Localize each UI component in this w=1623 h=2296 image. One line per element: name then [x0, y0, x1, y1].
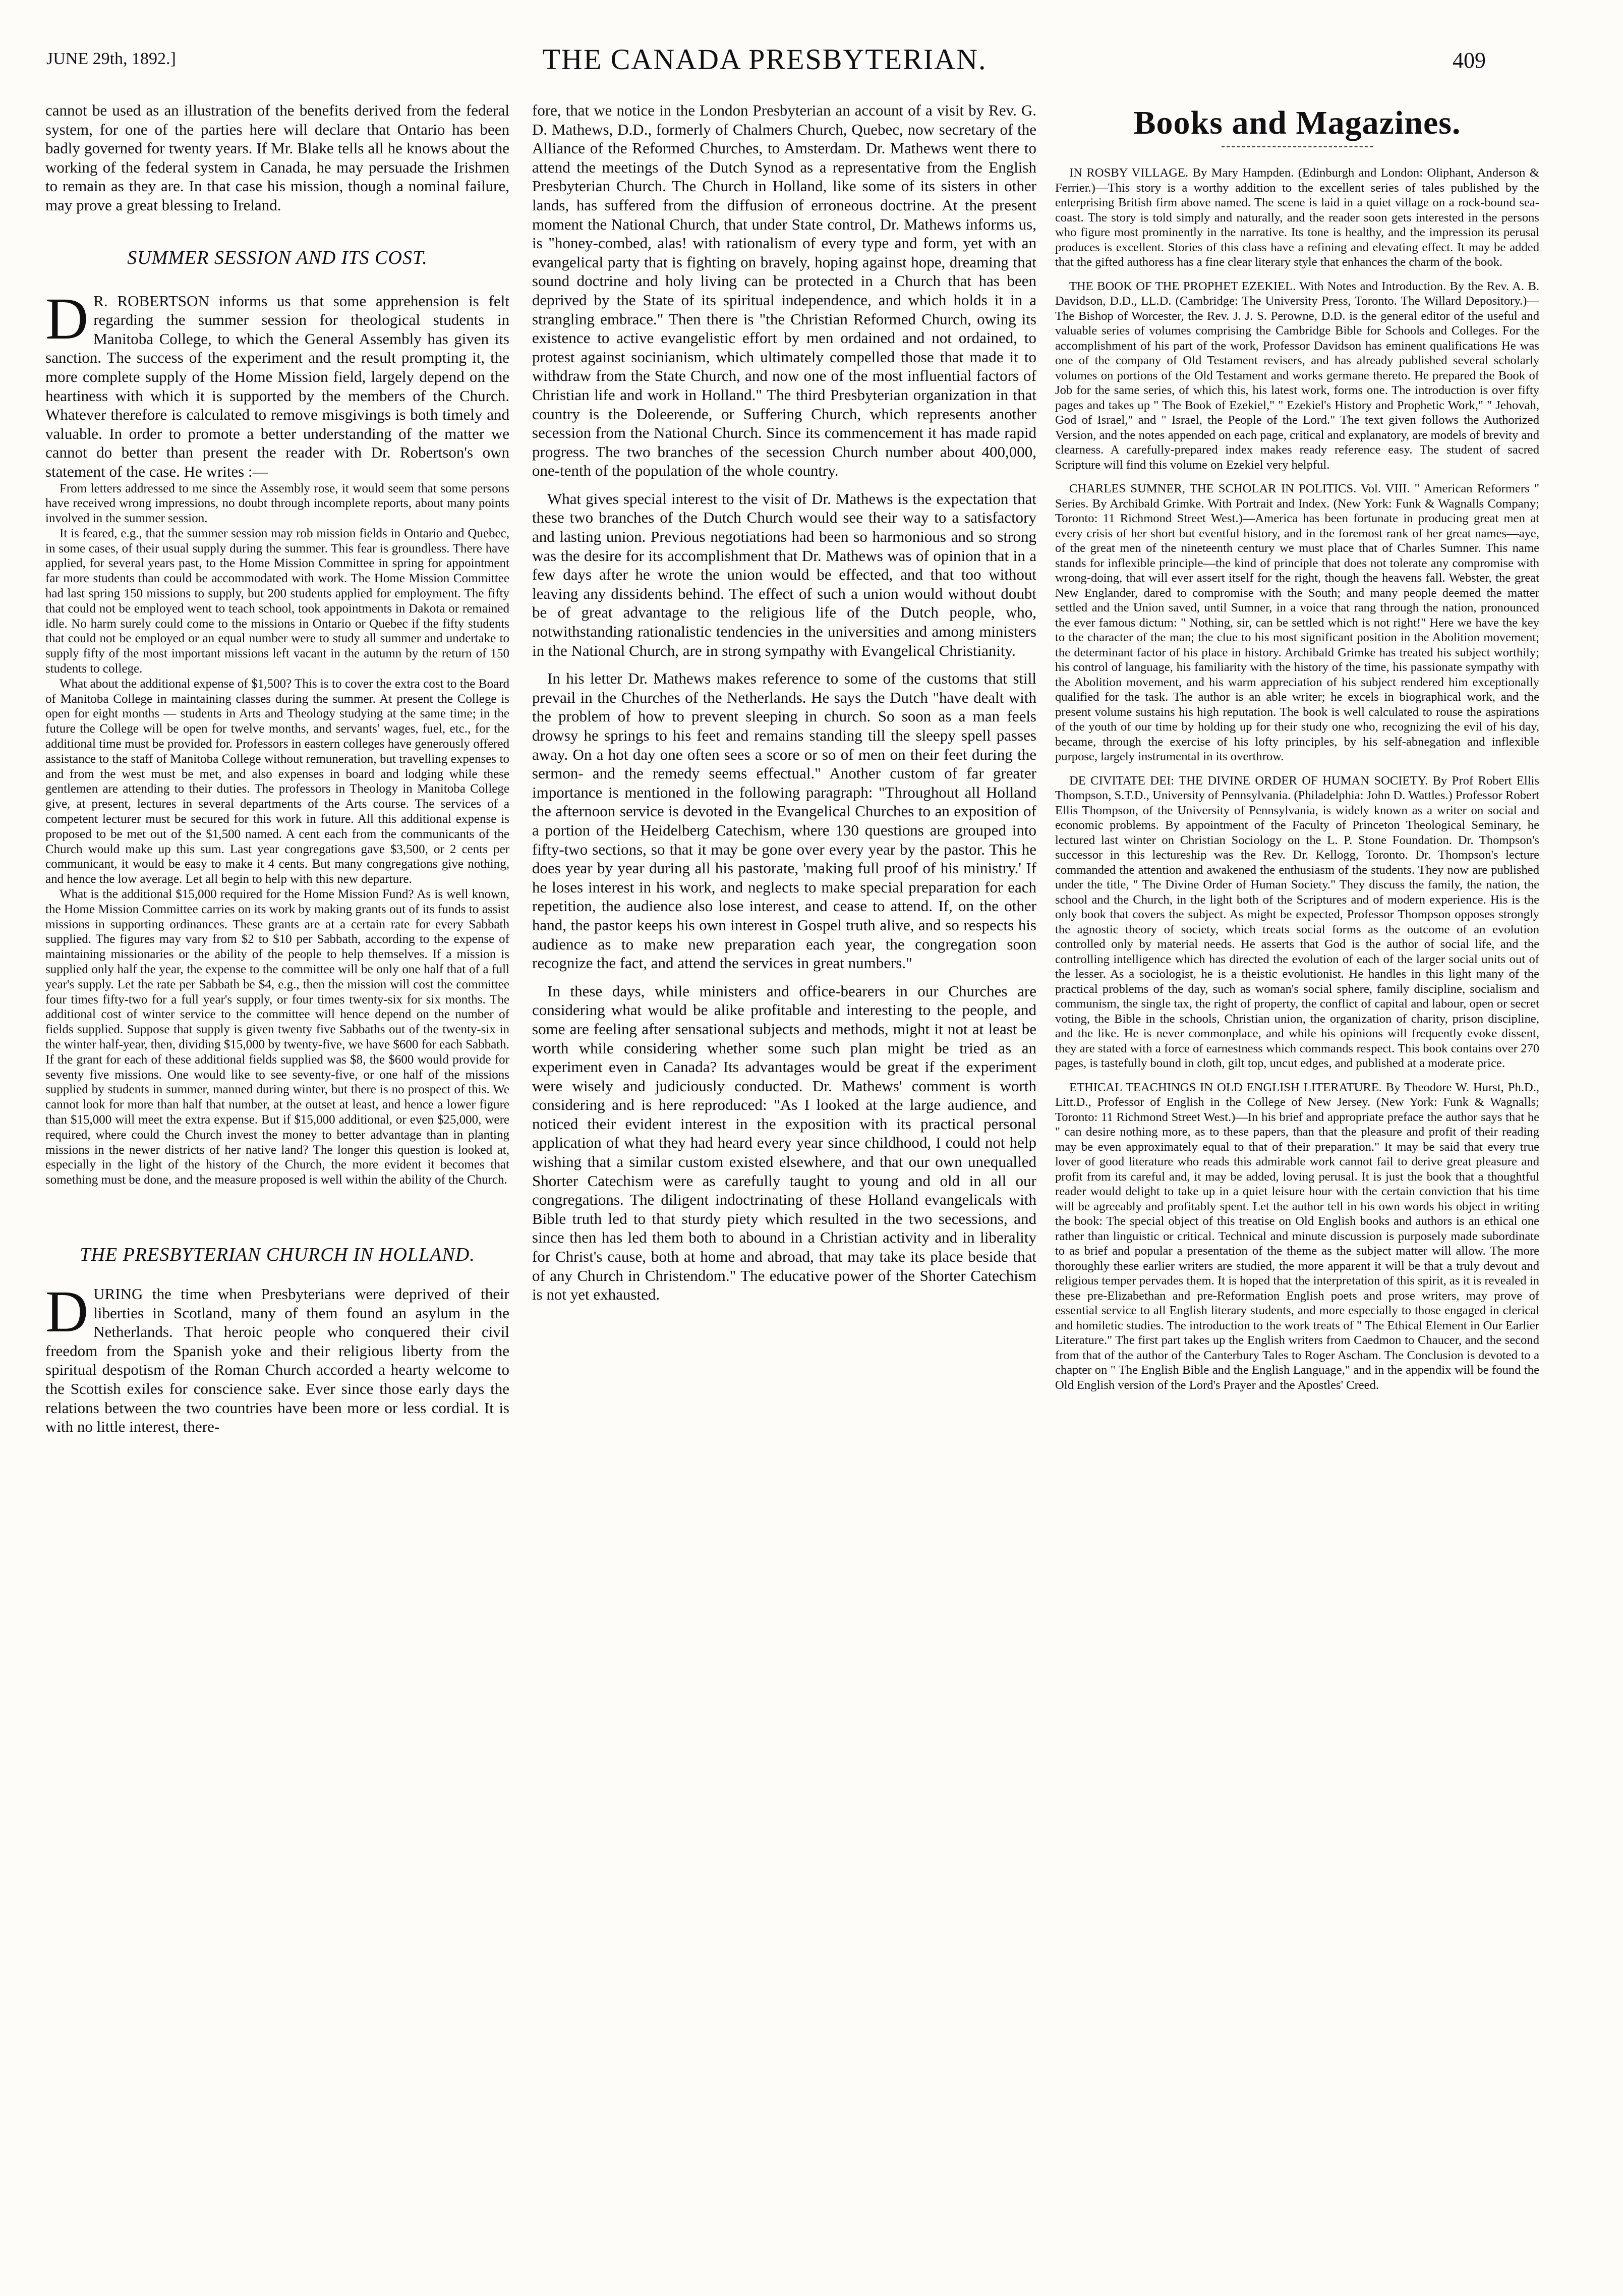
page-number: 409: [1453, 48, 1486, 73]
body-paragraph: In these days, while ministers and office-bearers in our Churches are considering what would be alike profitable and interesting to the people, and some are feeling after sensational subjects and methods, might it not at least be worth while considering whether some such plan might be tried as an experiment even in Canada? Its advantages would be great if the experiment were wisely and judiciously conducted. Dr. Mathews' comment is worth considering and is here reproduced: "As I looked at the large audience, and noticed their evident interest in the exposition with its practical personal application of what they had heard every year since childhood, I could not help wishing that a similar custom existed elsewhere, and that our own unequalled Shorter Catechism were as carefully taught to young and old in all our congregations. The diligent indoctrinating of these Holland evangelicals with Bible truth led to that sturdy piety which resulted in the two secessions, and since then has led them both to abound in a Christian activity and in liberality for Christ's cause, both at home and abroad, that may take its place beside that of any Church in Christendom." The educative power of the Shorter Catechism is not yet exhausted.: [532, 982, 1036, 1304]
book-review: IN ROSBY VILLAGE. By Mary Hampden. (Edinburgh and London: Oliphant, Anderson & Ferrier.)—This story is a worthy addition to the excellent series of tales published by the enterprising British firm above named. The scene is laid in a quiet village on a rock-bound sea-coast. The story is told simply and naturally, and the reader soon gets interested in the persons who figure most prominently in the narrative. Its tone is healthy, and the impression its perusal produces is excellent. Stories of this class have a refining and elevating effect. It may be added that the gifted authoress has a fine clear literary style that enhances the charm of the book.: [1055, 166, 1539, 269]
continued-paragraph: cannot be used as an illustration of the benefits derived from the federal system, for one of the parties here will declare that Ontario has been badly governed for twenty years. If Mr. Blake tells all he knows about the working of the federal system in Canada, he may persuade the Irishmen to remain as they are. In that case his mission, though a nominal failure, may prove a great blessing to Ireland.: [45, 101, 509, 214]
article-lead-paragraph: D R. ROBERTSON informs us that some apprehension is felt regarding the summer session for theological students in Manitoba College, to which the General Assembly has given its sanction. The success of the experiment and the result prompting it, the more complete supply of the Home Mission field, largely depend on the heartiness with which it is supported by the members of the Church. Whatever therefore is calculated to remove misgivings is both timely and valuable. In order to promote a better understanding of the matter we cannot do better than present the reader with Dr. Robertson's own statement of the case. He writes :—: [45, 285, 509, 480]
book-review: CHARLES SUMNER, THE SCHOLAR IN POLITICS. Vol. VIII. " American Reformers " Series. By Archibald Grimke. With Portrait and Index. (New York: Funk & Wagnalls Company; Toronto: 11 Richmond Street West.)—America has been fortunate in producing great men at every crisis of her short but eventful history, and in the foremost rank of her great names—aye, of the great men of the nineteenth century we must place that of Charles Sumner. This name stands for inflexible principle—the kind of principle that does not tolerate any compromise with wrong-doing, that will ever assert itself for the right, though the heavens fall. Webster, the great New Englander, dared to compromise with the South; and many people deemed the matter settled and the Union saved, until Sumner, in a voice that rang through the nation, pronounced the ever famous dictum: " Nothing, sir, can be settled which is not right!" Here we have the key to the character of the man; the clue to his most significant position in the Abolition movement; the determinant factor of his place in history. Archibald Grimke has treated his subject worthily; his control of language, his familiarity with the history of the time, his passionate sympathy with the Abolition movement, and his warm appreciation of his subject rendered him exceptionally qualified for the task. The author is an able writer; he excels in biographical work, and the present volume sustains his high reputation. The book is well calculated to rouse the aspirations of the youth of our time by holding up for their study one who, recognizing the evil of his day, became, through the exercise of his lofty principles, by his self-abnegation and inflexible purpose, largely instrumental in its overthrow.: [1055, 482, 1539, 763]
book-review: DE CIVITATE DEI: THE DIVINE ORDER OF HUMAN SOCIETY. By Prof Robert Ellis Thompson, S.T.D., University of Pennsylvania. (Philadelphia: John D. Wattles.) Professor Robert Ellis Thompson, of the University of Pennsylvania, is widely known as a writer on social and economic problems. By appointment of the Faculty of Princeton Theological Seminary, he lectured last winter on Christian Sociology on the L. P. Stone Foundation. Dr. Thompson's successor in this lectureship was the Rev. Dr. Kellogg, Toronto. Dr. Thompson's lecture commanded the attention and awakened the enthusiasm of the students. They now are published under the title, " The Divine Order of Human Society." They discuss the family, the nation, the school and the Church, in the light both of the Scriptures and of modern experience. His is the only book that covers the subject. As might be expected, Professor Thompson opposes strongly the agnostic theory of society, which treats social forms as the outcome of an evolution controlled only by material needs. He asserts that God is the author of social life, and the controlling intelligence which has directed the evolution of each of the larger social units out of the lesser. As a sociologist, he is a theistic evolutionist. He handles in this light many of the practical problems of the day, such as woman's social sphere, family discipline, socialism and communism, the single tax, the right of property, the conflict of capital and labour, open or secret voting, the Bible in the schools, Christian union, the organization of charity, prison discipline, and the like. He is never commonplace, and while his opinions will frequently evoke dissent, they are stated with a force of earnestness which commands respect. This book contains over 270 pages, is tastefully bound in cloth, gilt top, uncut edges, and published at a moderate price.: [1055, 773, 1539, 1070]
body-paragraph: In his letter Dr. Mathews makes reference to some of the customs that still prevail in the Churches of the Netherlands. He says the Dutch "have dealt with the problem of how to prevent sleeping in church. So soon as a man feels drowsy he springs to his feet and remains standing till the sleepy spell passes away. On a hot day one often sees a score or so of men on their feet during the sermon- and the remedy seems effectual." Another custom of far greater importance is mentioned in the following paragraph: "Throughout all Holland the afternoon service is devoted in the Evangelical Churches to an exposition of a portion of the Heidelberg Catechism, where 130 questions are grouped into fifty-two sections, so that it may be gone over every year by the pastor. This he does year by year during all his pastorate, 'making full proof of his ministry.' If he loses interest in his work, and neglects to make special preparation for each repetition, the audience also lose interest, and cease to attend. If, on the other hand, the pastor keeps his own interest in Gospel truth alive, and so respects his audience as to make new preparation each year, the congregation soon recognize the fact, and attend the services in great numbers.": [532, 669, 1036, 972]
page-header: [43, 42, 1486, 82]
quoted-paragraph: It is feared, e.g., that the summer session may rob mission fields in Ontario and Quebec, in some cases, of their usual supply during the summer. This fear is groundless. There have applied, for several years past, to the Home Mission Committee in spring for appointment far more students than could be accommodated with work. The Home Mission Committee had last spring 150 missions to supply, but 200 students applied for employment. The fifty that could not be employed went to teach school, took appointments in Dakota or remained idle. No harm surely could come to the missions in Ontario or Quebec if the fifty students that could not be employed or an equal number were to study all summer and undertake to supply fifty of the most important missions left vacant in the autumn by the return of 150 students to college.: [45, 526, 509, 676]
quoted-paragraph: What about the additional expense of $1,500? This is to cover the extra cost to the Board of Manitoba College in maintaining classes during the summer. At present the College is open for eight months — students in Arts and Theology studying at the same time; in the future the College will be open for twelve months, and servants' wages, fuel, etc., for the additional time must be provided for. Professors in eastern colleges have generously offered assistance to the staff of Manitoba College without remuneration, but travelling expenses to and from the west must be met, and also expenses in board and lodging while these gentlemen are attending to their duties. The professors in Theology in Manitoba College give, at present, lectures in several departments of the Arts course. The services of a competent lecturer must be secured for this work in future. All this additional expense is proposed to be met out of the $1,500 named. A cent each from the communicants of the Church would make up this sum. Last year congregations gave $3,500, or 2 cents per communicant, it would be easy to make it 4 cents. But many congregations give nothing, and hence the low average. Let all begin to help with this new departure.: [45, 677, 509, 886]
book-review: ETHICAL TEACHINGS IN OLD ENGLISH LITERATURE. By Theodore W. Hurst, Ph.D., Litt.D., Professor of English in the College of New Jersey. (New York: Funk & Wagnalls; Toronto: 11 Richmond Street West.)—In his brief and appropriate preface the author says that he " can desire nothing more, as to these papers, than that the pleasure and profit of their reading may be even approximately equal to that of their preparation." It may be said that every true lover of good literature who reads this admirable work cannot fail to derive great pleasure and profit from its careful and, it may be added, loving perusal. It is just the book that a thoughtful reader would delight to take up in a quiet leisure hour with the certain conviction that his time will be agreeably and profitably spent. Let the author tell in his own words his object in writing the book: The special object of this treatise on Old English books and authors is an ethical one rather than linguistic or critical. Technical and minute discussion is purposely made subordinate to as brief and popular a presentation of the theme as the subject matter will allow. The more thoroughly these earlier writers are studied, the more apparent it will be that a truly devout and religious temper pervades them. It is hoped that the interpretation of this spirit, as it is revealed in these pre-Elizabethan and pre-Reformation English poets and prose writers, may prove of essential service to all English literary students, and more especially to those engaged in clerical and homiletic studies. The introduction to the work treats of " The Ethical Element in Our Earlier Literature." The first part takes up the English writers from Caedmon to Chaucer, and the second from that of the author of the Canterbury Tales to Roger Ascham. The Conclusion is devoted to a chapter on " The English Bible and the English Language," and in the appendix will be found the Old English version of the Lord's Prayer and the Apostles' Creed.: [1055, 1080, 1539, 1392]
drop-cap: D: [45, 1278, 89, 1345]
article-lead-paragraph: DURING the time when Presbyterians were deprived of their liberties in Scotland, many of them found an asylum in the Netherlands. That heroic people who conquered their civil freedom from the Spanish yoke and their religious liberty from the spiritual despotism of the Roman Church accorded a hearty welcome to the Scottish exiles for conscience sake. Ever since those early days the relations between the two countries have been more or less cordial. It is with no little interest, there-: [45, 1278, 509, 1436]
body-paragraph: What gives special interest to the visit of Dr. Mathews is the expectation that these two branches of the Dutch Church would see their way to a satisfactory and lasting union. Previous negotiations had been so harmonious and so strong was the desire for its accomplishment that Dr. Mathews was of opinion that in a few days after he wrote the union would be effected, and that too without leaving any dissidents behind. The effect of such a union would without doubt be of great advantage to the religious life of the Dutch people, who, notwithstanding rationalistic tendencies in the universities and among ministers in the National Church, are in strong sympathy with Evangelical Christianity.: [532, 489, 1036, 659]
column-left: [45, 101, 509, 2270]
body-paragraph: fore, that we notice in the London Presbyterian an account of a visit by Rev. G. D. Mathews, D.D., formerly of Chalmers Church, Quebec, now secretary of the Alliance of the Reformed Churches, to Amsterdam. Dr. Mathews went there to attend the meetings of the Dutch Synod as a representative from the English Presbyterian Church. The Church in Holland, like some of its sisters in other lands, has suffered from the diffusion of erroneous doctrine. At the present moment the National Church, that under State control, Dr. Mathews informs us, is "honey-combed, alas! with rationalism of every type and form, yet with an evangelical party that is fighting on bravely, hoping against hope, dreaming that sound doctrine and holy living can be protected in a Church that has been deprived by the State of its spiritual independence, and which holds it in a strangling embrace." Then there is "the Christian Reformed Church, owing its existence to active evangelistic effort by men ordained and not ordained, to protest against socinianism, which ultimately compelled those that made it to withdraw from the State Church, and now one of the most influential factors of Christian life and work in Holland." The third Presbyterian organization in that country is the Doleerende, or Suffering Church, which represents another secession from the National Church. Since its commencement it has made rapid progress. The two branches of the secession Church number about 400,000, one-tenth of the population of the whole country.: [532, 101, 1036, 480]
book-review: THE BOOK OF THE PROPHET EZEKIEL. With Notes and Introduction. By the Rev. A. B. Davidson, D.D., LL.D. (Cambridge: The University Press, Toronto. The Willard Depository.)—The Bishop of Worcester, the Rev. J. J. S. Perowne, D.D. is the general editor of the useful and valuable series of volumes comprising the Cambridge Bible for Schools and Colleges. For the accomplishment of his part of the work, Professor Davidson has eminent qualifications He was one of the company of Old Testament revisers, and has already published several scholarly volumes on portions of the Old Testament and works germane thereto. He prepared the Book of Job for the same series, of which this, his latest work, forms one. The introduction is over fifty pages and takes up " The Book of Ezekiel," " Ezekiel's History and Prophetic Work," " Jehovah, God of Israel," and " Israel, the People of the Lord." The text given follows the Authorized Version, and the notes appended on each page, critical and explanatory, are models of brevity and clearness. A carefully-prepared index makes ready reference easy. The student of sacred Scripture will find this volume on Ezekiel very helpful.: [1055, 279, 1539, 472]
publication-title: THE CANADA PRESBYTERIAN.: [542, 43, 987, 76]
article-heading-summer-session: SUMMER SESSION AND ITS COST.: [127, 247, 428, 268]
quoted-paragraph: From letters addressed to me since the Assembly rose, it would seem that some persons have received wrong impressions, no doubt through incomplete reports, about many points involved in the summer session.: [45, 481, 509, 526]
drop-cap: D: [45, 285, 89, 352]
column-right: [1055, 101, 1539, 2270]
section-title: Books and Magazines.: [1133, 104, 1461, 141]
article-heading-church-holland: THE PRESBYTERIAN CHURCH IN HOLLAND.: [80, 1244, 475, 1265]
column-middle: [532, 101, 1036, 2270]
issue-date: JUNE 29th, 1892.]: [46, 49, 176, 68]
title-divider: [1222, 146, 1373, 147]
quoted-paragraph: What is the additional $15,000 required for the Home Mission Fund? As is well known, the Home Mission Committee carries on its work by making grants out of its funds to assist missions in supporting ordinances. These grants are at a certain rate for every Sabbath supplied. The figures may vary from $2 to $10 per Sabbath, according to the expense of maintaining missionaries or the ability of the people to help themselves. If a mission is supplied only half the year, the expense to the committee will be only one half that of a full year's supply. Let the rate per Sabbath be $4, e.g., then the mission will cost the committee four times fifty-two for a full year's supply, or four times twenty-six for six months. The additional cost of winter service to the committee will hence depend on the number of fields supplied. Suppose that supply is given twenty five Sabbaths out of the twenty-six in the winter half-year, then, dividing $15,000 by twenty-five, we have $600 for each Sabbath. If the grant for each of these additional fields supplied was $8, the $600 would provide for seventy five missions. One would like to see seventy-five, or one half of the missions supplied by students in summer, manned during winter, but there is no prospect of this. We cannot look for more than half that number, at the outset at least, and hence a lower figure than $15,000 will meet the extra expense. But if $15,000 additional, or even $25,000, were required, where could the Church invest the money to better advantage than in planting missions in the newer districts of her native land? The longer this question is looked at, especially in the light of the history of the Church, the more evident it becomes that something must be done, and the measure proposed is well within the ability of the Church.: [45, 887, 509, 1187]
